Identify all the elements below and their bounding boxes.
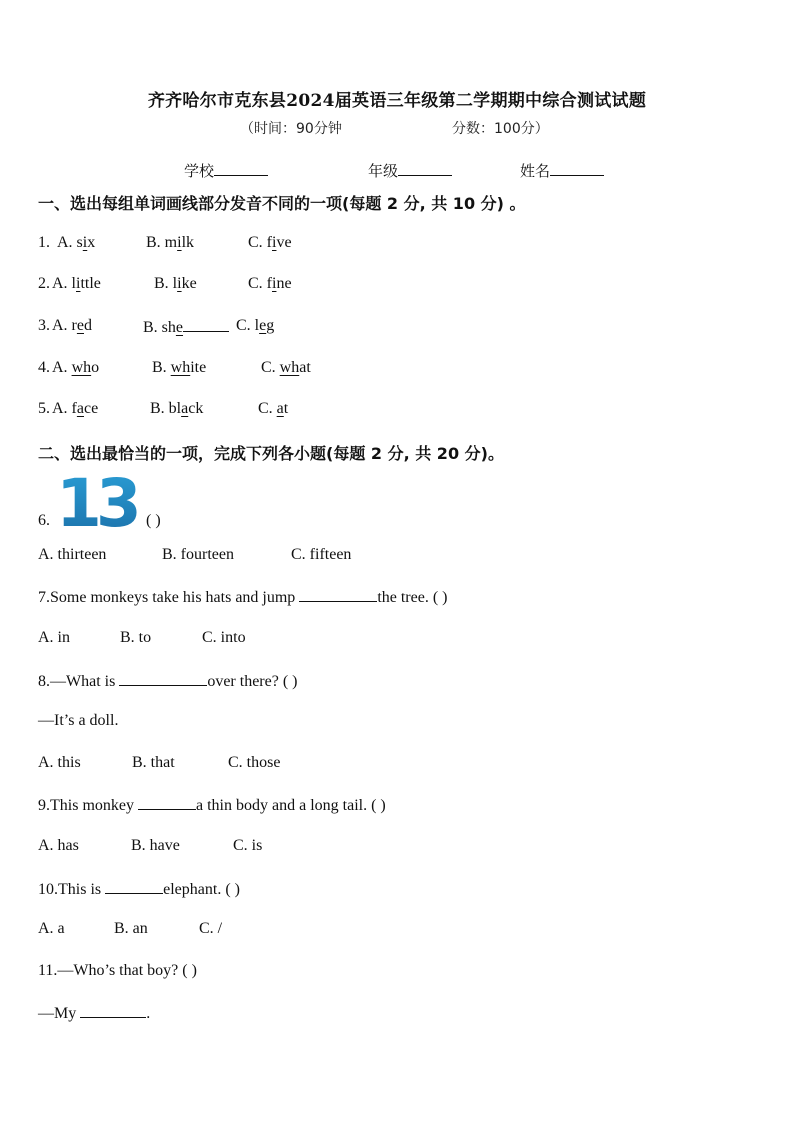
q8-option-b: B. that <box>132 754 175 771</box>
time-label: （时间：90分钟 <box>240 121 342 137</box>
q2-option-a: A. little <box>52 275 101 292</box>
q1-option-b: B. milk <box>146 234 195 251</box>
q2-number: 2. <box>38 275 50 292</box>
q8-stem: 8.—What is over there? ( ) <box>38 673 298 690</box>
q10-option-a: A. a <box>38 920 65 937</box>
q1-number: 1. <box>38 234 50 251</box>
q2-option-c: C. fine <box>248 275 292 292</box>
q5-option-c: C. at <box>258 400 289 417</box>
q3-number: 3. <box>38 317 50 334</box>
q7-option-b: B. to <box>120 629 152 646</box>
q7-stem: 7.Some monkeys take his hats and jump the tree. ( ) <box>38 589 448 606</box>
q2-option-b: B. like <box>154 275 197 292</box>
q4-option-a: A. who <box>52 359 100 376</box>
q4-number: 4. <box>38 359 50 376</box>
grade-label: 年级 <box>368 162 399 180</box>
number-13-image <box>56 470 142 530</box>
q11-stem: 11.—Who’s that boy? ( ) <box>38 962 197 979</box>
q6-option-c: C. fifteen <box>291 546 352 563</box>
q4-option-c: C. what <box>261 359 311 376</box>
q7-blank <box>299 587 377 602</box>
grade-blank <box>398 161 452 176</box>
q7-option-c: C. into <box>202 629 246 646</box>
q3-option-b: B. she <box>143 317 229 337</box>
q9-option-a: A. has <box>38 837 79 854</box>
page-title: 齐齐哈尔市克东县2024届英语三年级第二学期期中综合测试试题 <box>147 91 647 111</box>
q9-option-b: B. have <box>131 837 180 854</box>
grade-field <box>368 160 452 181</box>
q6-number: 6. <box>38 512 50 529</box>
score-label: 分数：100分） <box>452 121 549 137</box>
name-label: 姓名 <box>520 162 551 180</box>
q9-option-c: C. is <box>233 837 263 854</box>
number-13-graphic <box>56 470 142 530</box>
q9-stem: 9.This monkey a thin body and a long tail. ( ) <box>38 797 386 814</box>
q8-blank <box>119 671 207 686</box>
q4-option-b: B. white <box>152 359 207 376</box>
svg-text:13: 13 <box>56 470 136 530</box>
q3-option-c: C. leg <box>236 317 275 334</box>
name-field <box>520 160 604 181</box>
q3-underline-gap <box>183 317 229 332</box>
q8-option-c: C. those <box>228 754 281 771</box>
q10-option-c: C. / <box>199 920 223 937</box>
school-field <box>184 160 268 181</box>
q6-option-b: B. fourteen <box>162 546 234 563</box>
q10-blank <box>105 879 163 894</box>
q1-option-c: C. five <box>248 234 292 251</box>
section2-heading: 二、选出最恰当的一项，完成下列各小题(每题 2 分, 共 20 分)。 <box>38 444 504 463</box>
q7-option-a: A. in <box>38 629 70 646</box>
school-label: 学校 <box>184 162 215 180</box>
q3-option-a: A. red <box>52 317 92 334</box>
q11-blank <box>80 1003 146 1018</box>
q8-reply: —It’s a doll. <box>38 712 119 729</box>
school-blank <box>214 161 268 176</box>
q6-option-a: A. thirteen <box>38 546 107 563</box>
q5-option-a: A. face <box>52 400 99 417</box>
q11-reply: —My . <box>38 1005 151 1022</box>
q10-stem: 10.This is elephant. ( ) <box>38 881 240 898</box>
q1-option-a: A. six <box>57 234 96 251</box>
q8-option-a: A. this <box>38 754 81 771</box>
q9-blank <box>138 795 196 810</box>
q5-option-b: B. black <box>150 400 204 417</box>
section1-heading: 一、选出每组单词画线部分发音不同的一项(每题 2 分, 共 10 分) 。 <box>38 194 526 213</box>
q6-answer-paren: ( ) <box>146 512 161 529</box>
name-blank <box>550 161 604 176</box>
q10-option-b: B. an <box>114 920 148 937</box>
q5-number: 5. <box>38 400 50 417</box>
